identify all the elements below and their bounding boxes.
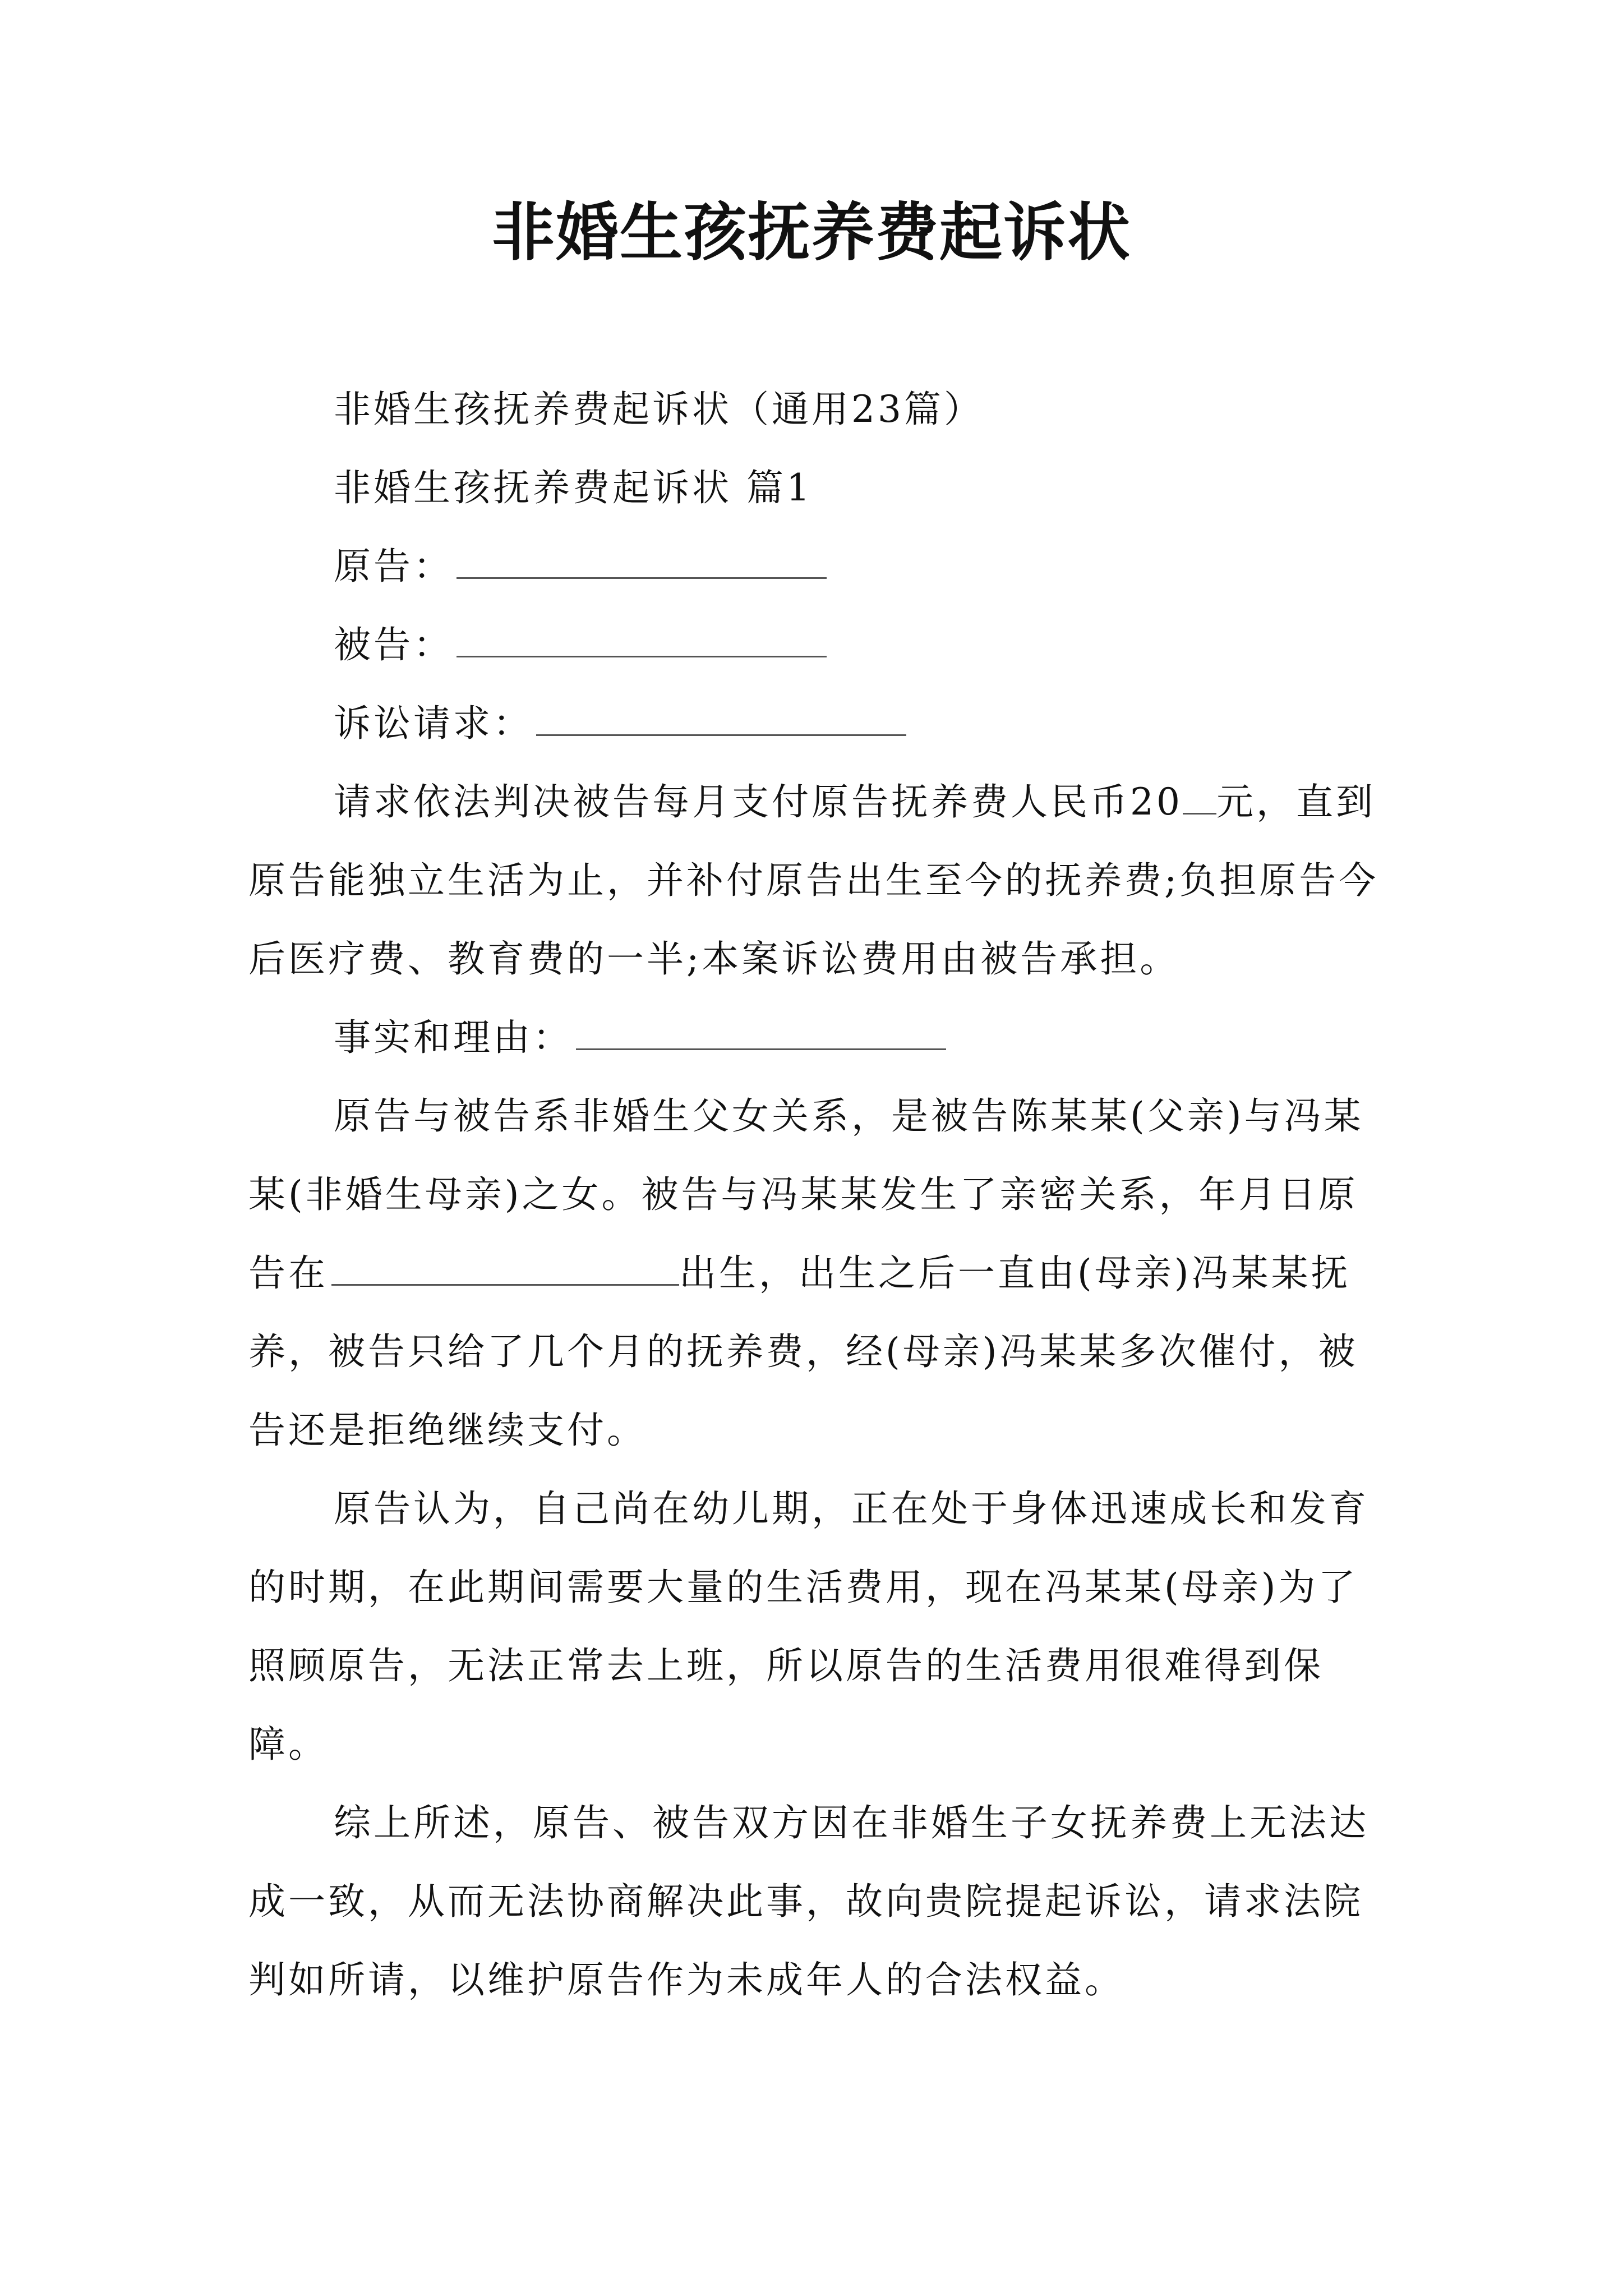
claims-line — [248, 684, 1381, 763]
section-heading: 非婚生孩抚养费起诉状 篇1 — [334, 466, 813, 509]
claim-text-a: 请求依法判决被告每月支付原告抚养费人民币20 — [334, 780, 1183, 823]
facts-p1-text-a: 原告与被告系非婚生父女关系，是被告陈某某(父亲)与冯某某(非婚生母亲)之女。被告与冯某某发生了亲密关系，年月日原告在 — [248, 1094, 1364, 1295]
claim-amount-blank — [1183, 784, 1216, 815]
defendant-blank — [457, 627, 827, 657]
facts-label: 事实和理由： — [334, 1016, 573, 1059]
plaintiff-label: 原告： — [334, 545, 453, 588]
plaintiff-blank — [457, 548, 827, 579]
document-subtitle: 非婚生孩抚养费起诉状（通用23篇） — [334, 388, 984, 431]
birthplace-blank — [331, 1255, 679, 1286]
claim-text-b: 元，直到原告能独立生活为止，并补付原告出生至今的抚养费;负担原告今后医疗费、教育费的一半;本案诉讼费用由被告承担。 — [248, 780, 1379, 981]
plaintiff-line — [248, 527, 1381, 606]
document-body — [248, 370, 1381, 2019]
defendant-line — [248, 606, 1381, 684]
claims-paragraph — [248, 763, 1381, 999]
facts-line — [248, 999, 1381, 1077]
facts-blank — [576, 1019, 946, 1050]
facts-paragraph-1 — [248, 1077, 1381, 1470]
facts-p1-text-b: 出生，出生之后一直由(母亲)冯某某抚养，被告只给了几个月的抚养费，经(母亲)冯某某多次催付，被告还是拒绝继续支付。 — [248, 1251, 1358, 1452]
claims-label: 诉讼请求： — [334, 702, 533, 745]
claims-blank — [536, 705, 906, 736]
defendant-label: 被告： — [334, 623, 453, 666]
facts-paragraph-3: 综上所述，原告、被告双方因在非婚生子女抚养费上无法达成一致，从而无法协商解决此事，故向贵院提起诉讼，请求法院判如所请，以维护原告作为未成年人的合法权益。 — [248, 1801, 1369, 2001]
document-title: 非婚生孩抚养费起诉状 — [492, 196, 1131, 269]
facts-paragraph-2: 原告认为，自己尚在幼儿期，正在处于身体迅速成长和发育的时期，在此期间需要大量的生活费用，现在冯某某(母亲)为了照顾原告，无法正常去上班，所以原告的生活费用很难得到保障。 — [248, 1487, 1369, 1766]
